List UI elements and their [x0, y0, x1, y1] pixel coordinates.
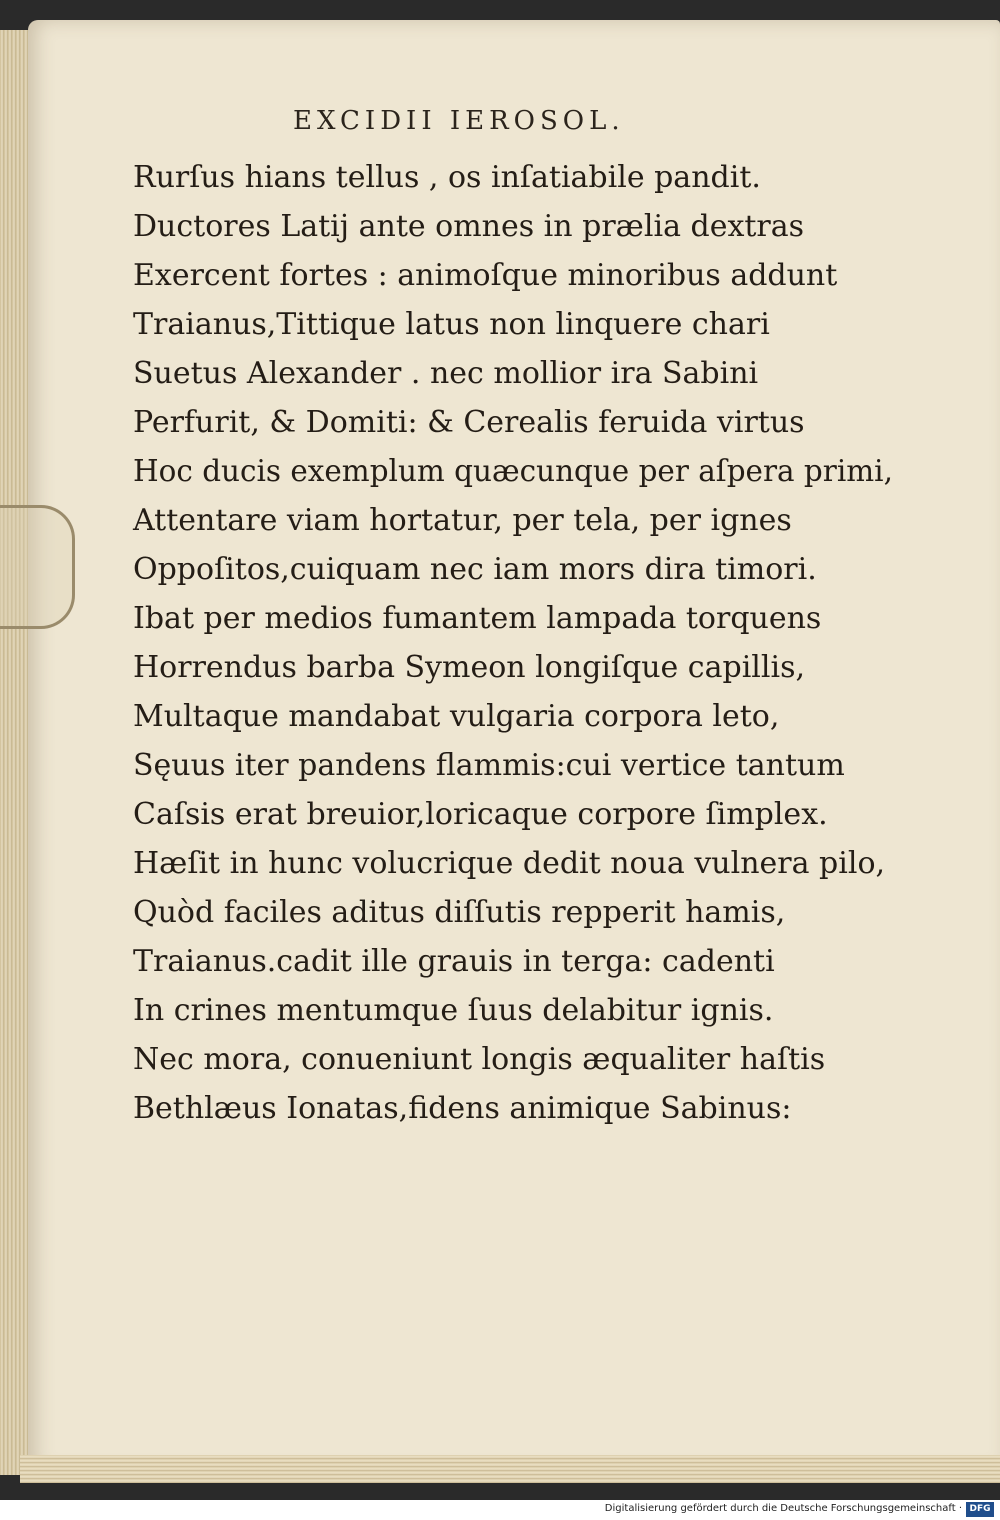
verse-line: Oppoſitos,cuiquam nec iam mors dira timori. [133, 552, 817, 587]
funding-credit: Digitalisierung gefördert durch die Deutsche Forschungsgemeinschaft · [604, 1503, 962, 1514]
verse-line: Bethlæus Ionatas,fidens animique Sabinus: [133, 1091, 792, 1126]
verse-line: Traianus,Tittique latus non linquere chari [133, 307, 770, 342]
verse-line: Rurſus hians tellus , os inſatiabile pandit. [133, 160, 761, 195]
verse-line: Attentare viam hortatur, per tela, per ignes [133, 503, 792, 538]
verse-line: Suetus Alexander . nec mollior ira Sabini [133, 356, 759, 391]
verse-text [133, 153, 908, 1133]
page-clip [0, 505, 75, 629]
verse-line: Hæſit in hunc volucrique dedit noua vulnera pilo, [133, 846, 886, 881]
footer-bar [0, 1500, 1000, 1520]
verse-line: Ibat per medios fumantem lampada torquens [133, 601, 822, 636]
verse-line: Perfurit, & Domiti: & Cerealis feruida virtus [133, 405, 805, 440]
verse-line: Hoc ducis exemplum quæcunque per aſpera primi, [133, 454, 893, 489]
running-head: EXCIDII IEROSOL. [293, 106, 625, 136]
verse-line: In crines mentumque ſuus delabitur ignis. [133, 993, 774, 1028]
verse-line: Multaque mandabat vulgaria corpora leto, [133, 699, 780, 734]
verse-line: Exercent fortes : animoſque minoribus addunt [133, 258, 838, 293]
verse-line: Quòd faciles aditus diſſutis repperit hamis, [133, 895, 786, 930]
page-bottom-edges [20, 1455, 1000, 1483]
verse-line: Horrendus barba Symeon longiſque capillis, [133, 650, 806, 685]
verse-line: Nec mora, conueniunt longis æqualiter haſtis [133, 1042, 826, 1077]
dfg-logo-icon: DFG [966, 1502, 994, 1517]
verse-line: Caſsis erat breuior,loricaque corpore ſimplex. [133, 797, 828, 832]
verse-line: Traianus.cadit ille grauis in terga: cadenti [133, 944, 775, 979]
verse-line: Sęuus iter pandens flammis:cui vertice tantum [133, 748, 845, 783]
verse-line: Ductores Latij ante omnes in prælia dextras [133, 209, 805, 244]
